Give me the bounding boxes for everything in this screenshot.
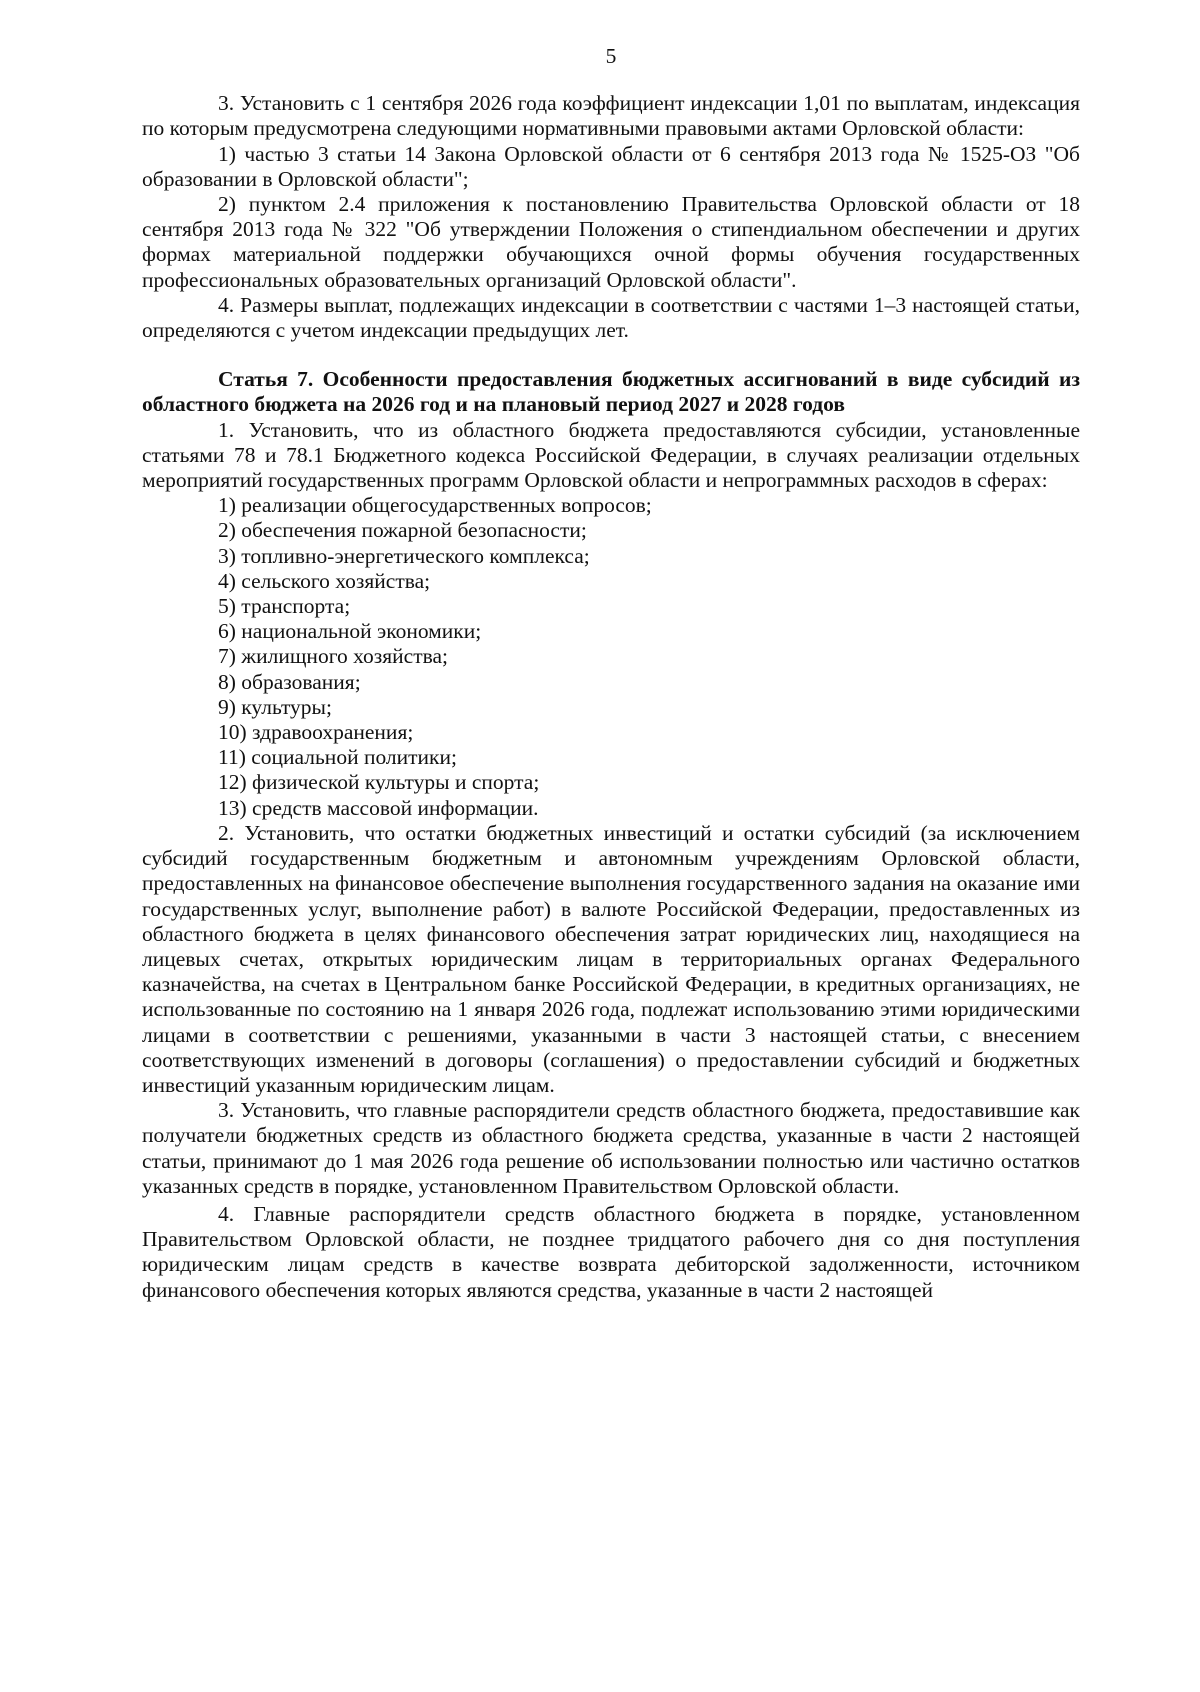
page-number: 5 <box>605 44 617 68</box>
list-item: 2) обеспечения пожарной безопасности; <box>218 518 587 543</box>
list-item: 10) здравоохранения; <box>218 720 414 745</box>
intro-paragraph-4: 4. Размеры выплат, подлежащих индексации в соответствии с частями 1–3 настоящей статьи, определяются с учетом индексации предыдущих лет. <box>142 292 1080 343</box>
intro-paragraph-3: 3. Установить с 1 сентября 2026 года коэффициент индексации 1,01 по выплатам, индексация по которым предусмотрена следующими нормативными правовыми актами Орловской области: <box>142 91 1080 141</box>
article-part-4: 4. Главные распорядители средств областного бюджета в порядке, установленном Правительством Орловской области, не позднее тридцатого рабочего дня со дня поступления юридическим лицам средств в качестве возврата дебиторской задолженности, источником финансового обеспечения которых являются средства, указанные в части 2 настоящей <box>142 1201 1080 1302</box>
list-item: 5) транспорта; <box>218 594 351 619</box>
list-item: 12) физической культуры и спорта; <box>218 770 540 795</box>
article-heading: Статья 7. Особенности предоставления бюджетных ассигнований в виде субсидий из областного бюджета на 2026 год и на плановый период 2027 и 2028 годов <box>142 367 1080 417</box>
list-item: 8) образования; <box>218 669 361 694</box>
list-item: 9) культуры; <box>218 694 332 719</box>
list-item: 7) жилищного хозяйства; <box>218 644 448 669</box>
list-item: 3) топливно-энергетического комплекса; <box>218 543 590 568</box>
article-part-1: 1. Установить, что из областного бюджета предоставляются субсидии, установленные статьями 78 и 78.1 Бюджетного кодекса Российской Федерации, в случаях реализации отдельных мероприятий государственных программ Орловской области и непрограммных расходов в сферах: <box>142 417 1080 493</box>
intro-subitem-1: 1) частью 3 статьи 14 Закона Орловской области от 6 сентября 2013 года № 1525-ОЗ "Об образовании в Орловской области"; <box>142 141 1080 191</box>
intro-subitem-2: 2) пунктом 2.4 приложения к постановлению Правительства Орловской области от 18 сентября 2013 года № 322 "Об утверждении Положения о стипендиальном обеспечении и других формах материальной поддержки обучающихся очной формы обучения государственных профессиональных образовательных организаций Орловской области". <box>142 192 1080 292</box>
list-item: 13) средств массовой информации. <box>218 795 539 820</box>
list-item: 4) сельского хозяйства; <box>218 568 431 593</box>
list-item: 6) национальной экономики; <box>218 619 482 644</box>
article-part-2: 2. Установить, что остатки бюджетных инвестиций и остатки субсидий (за исключением субсидий государственным бюджетным и автономным учреждениям Орловской области, предоставленных на финансовое обеспечение выполнения государственного задания на оказание ими государственных услуг, выполнение работ) в валюте Российской Федерации, предоставленных из областного бюджета в целях финансового обеспечения затрат юридических лиц, находящиеся на лицевых счетах, открытых юридическим лицам в территориальных органах Федерального казначейства, на счетах в Центральном банке Российской Федерации, в кредитных организациях, не использованные по состоянию на 1 января 2026 года, подлежат использованию этими юридическими лицами в соответствии с решениями, указанными в части 3 настоящей статьи, с внесением соответствующих изменений в договоры (соглашения) о предоставлении субсидий и бюджетных инвестиций указанным юридическим лицам. <box>142 820 1080 1097</box>
list-item: 1) реализации общегосударственных вопросов; <box>218 493 652 518</box>
list-item: 11) социальной политики; <box>218 745 457 770</box>
article-part-3: 3. Установить, что главные распорядители средств областного бюджета, предоставившие как получатели бюджетных средств из областного бюджета средства, указанные в части 2 настоящей статьи, принимают до 1 мая 2026 года решение об использовании полностью или частично остатков указанных средств в порядке, установленном Правительством Орловской области. <box>142 1098 1080 1198</box>
spheres-list <box>142 493 1080 821</box>
